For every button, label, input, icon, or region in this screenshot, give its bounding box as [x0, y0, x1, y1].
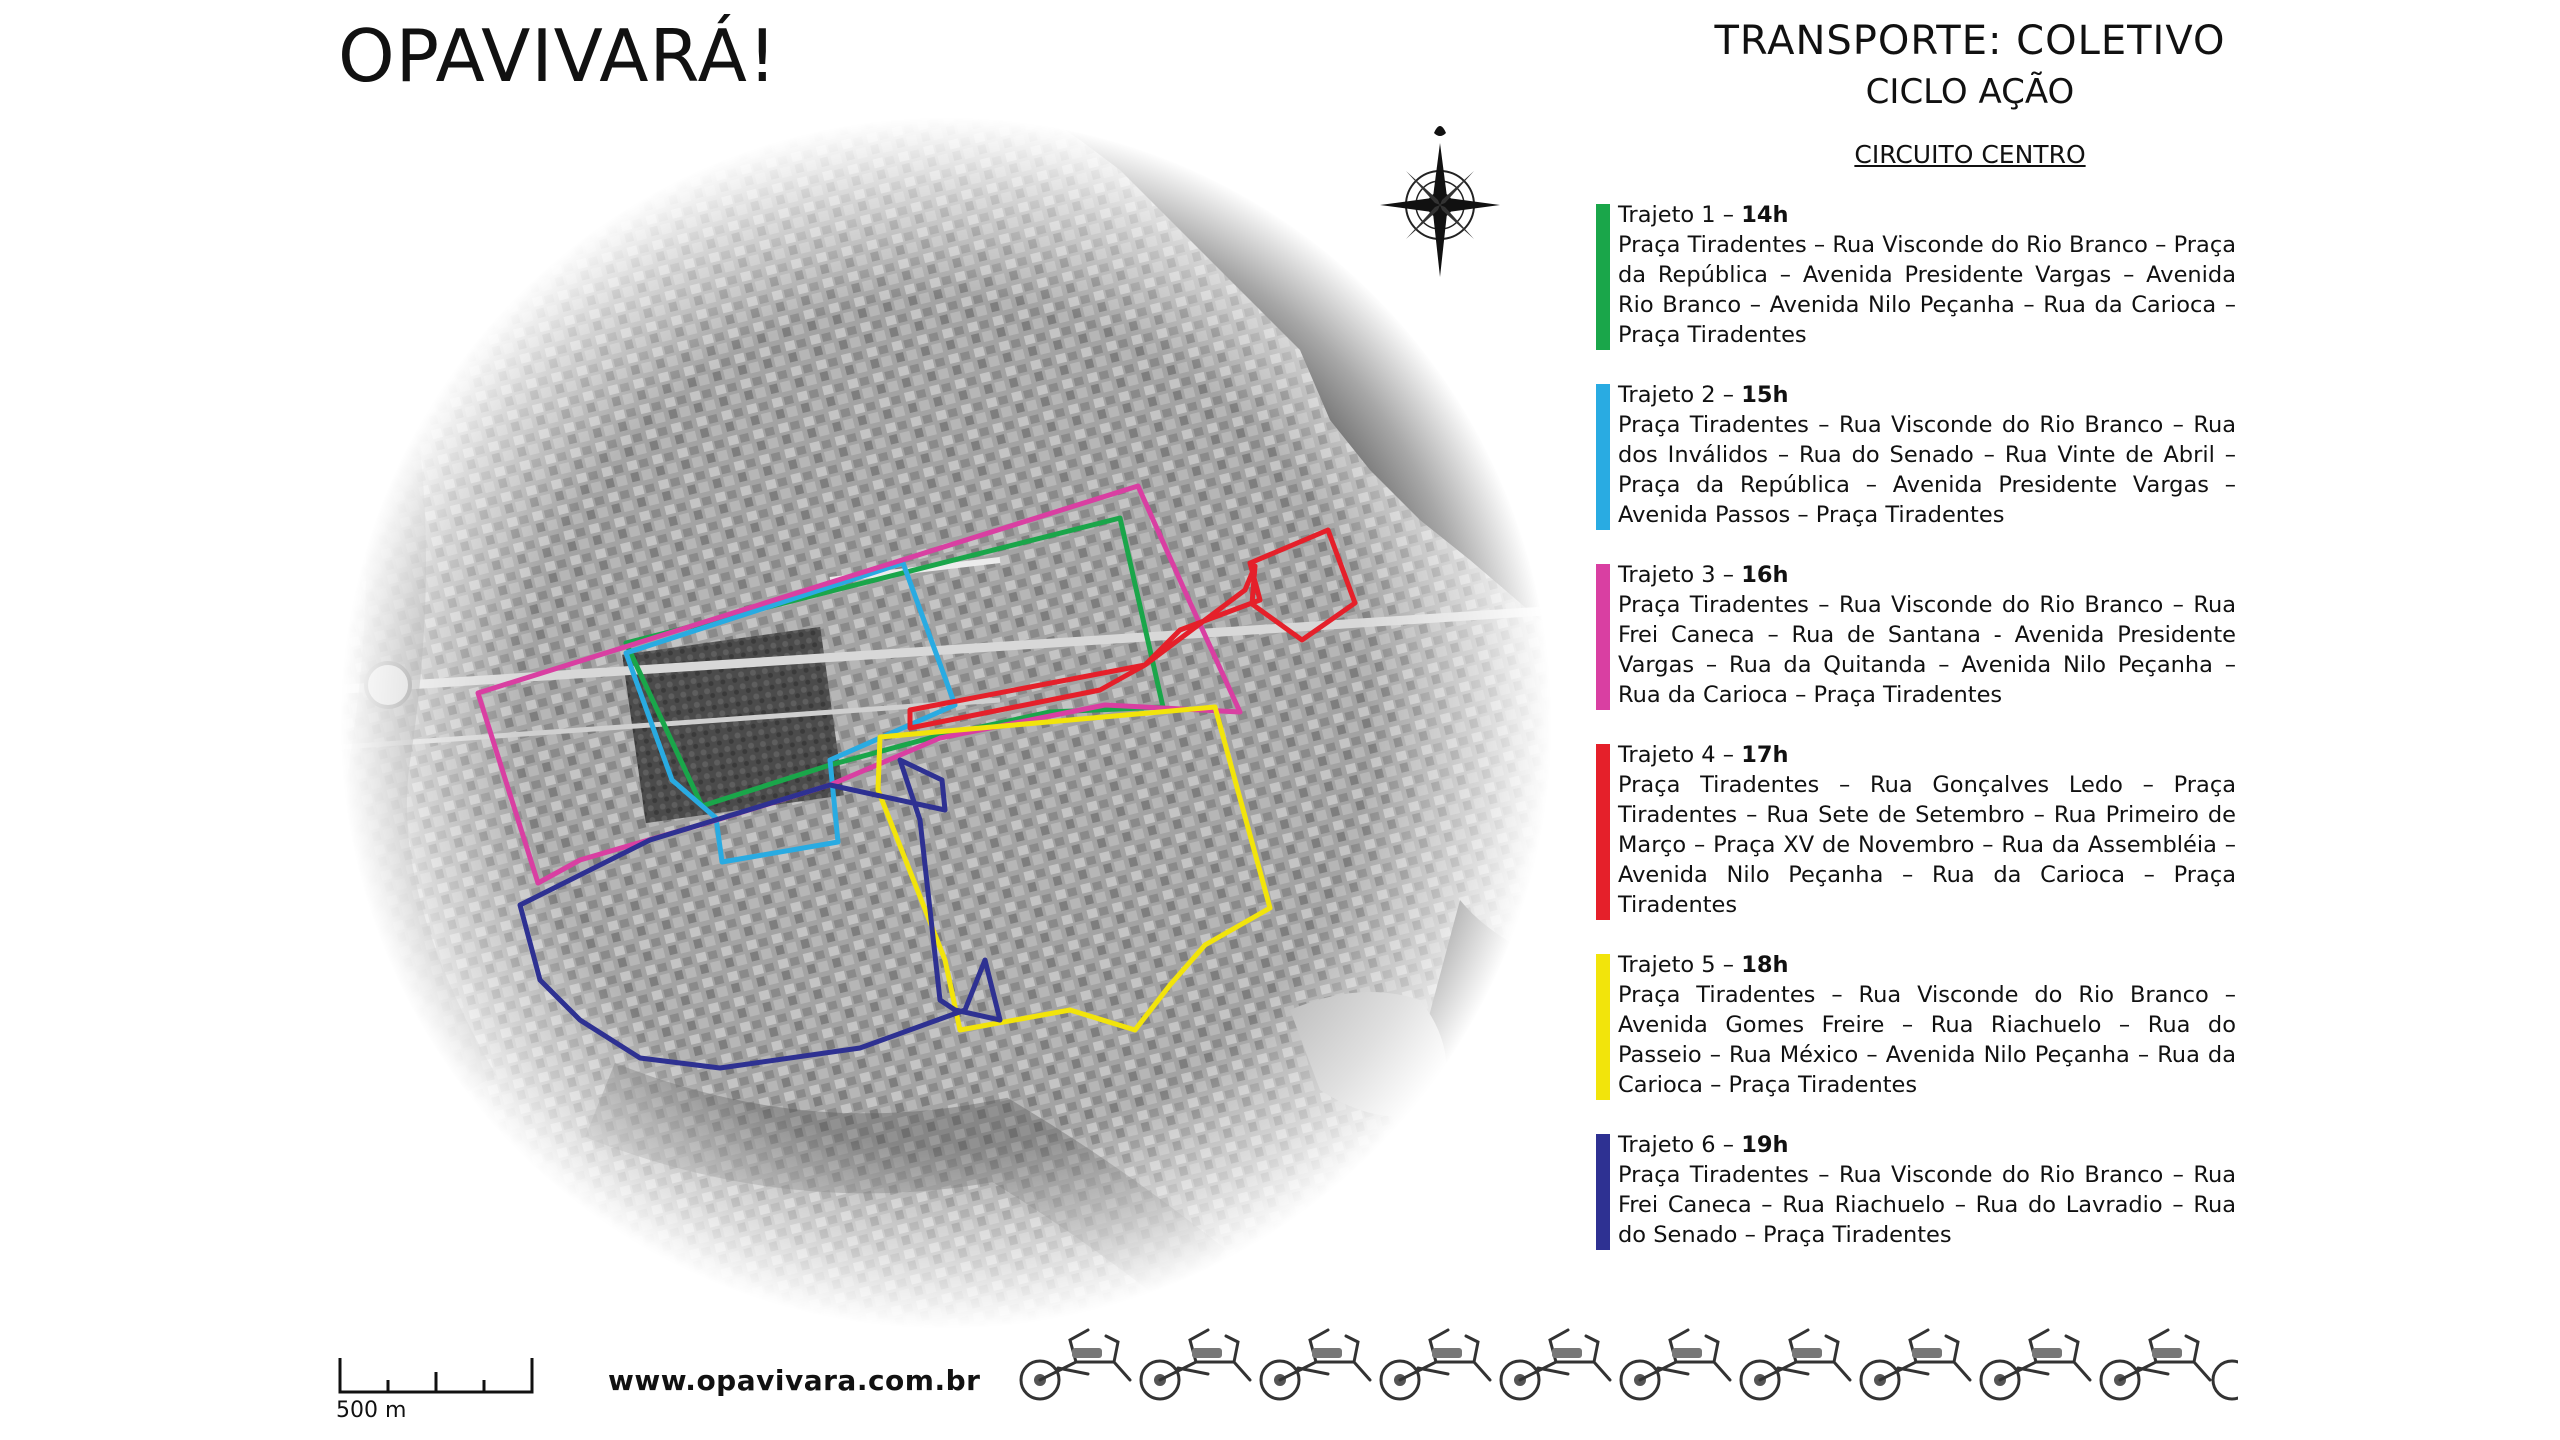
scale-label: 500 m	[336, 1398, 407, 1423]
circuit-title: CIRCUITO CENTRO	[1854, 140, 2086, 169]
route-5-stops: Praça Tiradentes – Rua Visconde do Rio Branco – Avenida Gomes Freire – Rua Riachuelo – Rua do Passeio – Rua México – Avenida Nilo Peçanha – Rua da Carioca – Praça Tiradentes	[1618, 982, 2236, 1098]
route-6	[1596, 1130, 2236, 1250]
route-2-time: 15h	[1741, 382, 1789, 408]
route-5	[1596, 950, 2236, 1100]
route-list	[1596, 200, 2236, 1280]
route-6-time: 19h	[1741, 1132, 1789, 1158]
header-right	[1690, 18, 2250, 112]
tricycle-icon	[1141, 1330, 1250, 1399]
transport-title: TRANSPORTE: COLETIVO	[1714, 18, 2226, 64]
route-1-stops: Praça Tiradentes – Rua Visconde do Rio Branco – Praça da República – Avenida Presidente Vargas – Avenida Rio Branco – Avenida Nilo Peçanha – Rua da Carioca – Praça Tiradentes	[1618, 232, 2236, 348]
route-3	[1596, 560, 2236, 710]
route-2-stops: Praça Tiradentes – Rua Visconde do Rio Branco – Rua dos Inválidos – Rua do Senado – Rua Vinte de Abril – Praça da República – Avenida Presidente Vargas – Avenida Passos – Praça Tiradentes	[1618, 412, 2236, 528]
route-3-time: 16h	[1741, 562, 1789, 588]
route-1-color-bar	[1596, 204, 1610, 350]
scale-bar-icon	[338, 1352, 534, 1396]
route-6-name: Trajeto 6 –	[1618, 1132, 1735, 1158]
route-2	[1596, 380, 2236, 530]
website-link[interactable]: www.opavivara.com.br	[608, 1364, 981, 1397]
tricycle-icon	[1021, 1330, 1130, 1399]
route-4-color-bar	[1596, 744, 1610, 920]
route-3-stops: Praça Tiradentes – Rua Visconde do Rio Branco – Rua Frei Caneca – Rua de Santana - Avenida Presidente Vargas – Rua da Quitanda – Avenida Nilo Peçanha – Rua da Carioca – Praça Tiradentes	[1618, 592, 2236, 708]
trailing-wheel-icon	[2213, 1361, 2238, 1399]
route-3-color-bar	[1596, 564, 1610, 710]
route-1-name: Trajeto 1 –	[1618, 202, 1735, 228]
brand-title: OPAVIVARÁ!	[338, 14, 778, 98]
tricycle-icon	[1741, 1330, 1850, 1399]
tricycle-icon	[1501, 1330, 1610, 1399]
tricycle-icon	[1861, 1330, 1970, 1399]
tricycle-icon	[1621, 1330, 1730, 1399]
route-6-color-bar	[1596, 1134, 1610, 1250]
tricycle-icon	[1261, 1330, 1370, 1399]
route-4-stops: Praça Tiradentes – Rua Gonçalves Ledo – Praça Tiradentes – Rua Sete de Setembro – Rua Primeiro de Março – Praça XV de Novembro – Rua da Assembléia – Avenida Nilo Peçanha – Rua da Carioca – Praça Tiradentes	[1618, 772, 2236, 918]
route-3-name: Trajeto 3 –	[1618, 562, 1735, 588]
tricycle-row	[1018, 1318, 2238, 1408]
tricycle-icon	[1381, 1330, 1490, 1399]
route-1-time: 14h	[1741, 202, 1789, 228]
cycle-title: CICLO AÇÃO	[1865, 72, 2075, 112]
route-6-stops: Praça Tiradentes – Rua Visconde do Rio Branco – Rua Frei Caneca – Rua Riachuelo – Rua do Lavradio – Rua do Senado – Praça Tiradentes	[1618, 1162, 2236, 1248]
route-5-color-bar	[1596, 954, 1610, 1100]
tricycle-icon	[1981, 1330, 2090, 1399]
tricycle-icon	[2101, 1330, 2210, 1399]
route-5-time: 18h	[1741, 952, 1789, 978]
route-4-time: 17h	[1741, 742, 1789, 768]
route-2-color-bar	[1596, 384, 1610, 530]
compass-rose-icon	[1380, 126, 1500, 277]
route-4	[1596, 740, 2236, 920]
route-4-name: Trajeto 4 –	[1618, 742, 1735, 768]
route-2-name: Trajeto 2 –	[1618, 382, 1735, 408]
route-1	[1596, 200, 2236, 350]
route-5-name: Trajeto 5 –	[1618, 952, 1735, 978]
